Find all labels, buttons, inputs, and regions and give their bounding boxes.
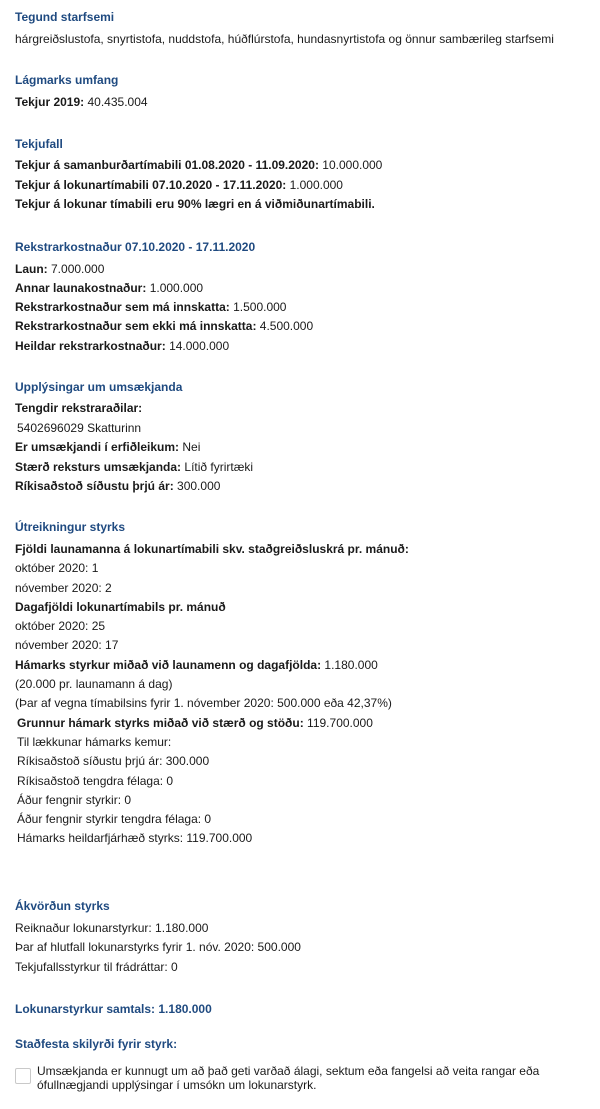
stadfesta-title: Staðfesta skilyrði fyrir styrk: bbox=[15, 1037, 178, 1051]
row-label: Dagafjöldi lokunartímabils pr. mánuð bbox=[15, 600, 226, 614]
fjoldi-label bbox=[15, 542, 409, 556]
lakkun-line: Ríkisaðstoð tengdra félaga: 0 bbox=[17, 774, 174, 788]
row-value: 40.435.004 bbox=[84, 95, 148, 109]
grunnur-row bbox=[17, 716, 373, 730]
rekstrar-title: Rekstrarkostnaður 07.10.2020 - 17.11.2020 bbox=[15, 240, 256, 254]
confirm-checkbox-label[interactable]: Umsækjanda er kunnugt um að það geti varðað álagi, sektum eða fangelsi að veita rangar eða ófullnægjandi upplýsingar í umsókn um lokunarstyrk. bbox=[37, 1064, 540, 1092]
fjoldi-row: október 2020: 1 bbox=[15, 561, 99, 575]
upplysingar-title: Upplýsingar um umsækjanda bbox=[15, 380, 183, 394]
tengdir-value: 5402696029 Skatturinn bbox=[17, 421, 142, 435]
hamarks-row bbox=[15, 658, 378, 672]
row-label: Rekstrarkostnaður sem ekki má innskatta: bbox=[15, 319, 257, 333]
dagafjoldi-label bbox=[15, 600, 226, 614]
lakkun-line: Áður fengnir styrkir: 0 bbox=[17, 793, 132, 807]
tekjufall-row bbox=[15, 197, 375, 211]
lakkun-line: Til lækkunar hámarks kemur: bbox=[17, 735, 172, 749]
samtals-title: Lokunarstyrkur samtals: 1.180.000 bbox=[15, 1002, 212, 1016]
row-label: Stærð reksturs umsækjanda: bbox=[15, 460, 182, 474]
dagafjoldi-row: október 2020: 25 bbox=[15, 619, 106, 633]
akvordun-title: Ákvörðun styrks bbox=[15, 899, 110, 913]
row-value: 10.000.000 bbox=[318, 158, 383, 172]
row-label: Tekjur á lokunar tímabili eru 90% lægri en á viðmiðunartímabili. bbox=[15, 197, 375, 211]
lagmarks-title: Lágmarks umfang bbox=[15, 73, 119, 87]
akvordun-line: Reiknaður lokunarstyrkur: 1.180.000 bbox=[15, 921, 209, 935]
confirm-checkbox[interactable] bbox=[15, 1068, 31, 1084]
upplysingar-row bbox=[15, 460, 253, 474]
row-value: 119.700.000 bbox=[303, 716, 373, 730]
row-label: Ríkisaðstoð síðustu þrjú ár: bbox=[15, 479, 174, 493]
tekjufall-row bbox=[15, 158, 382, 172]
row-value: 1.000.000 bbox=[146, 281, 204, 295]
row-value: 14.000.000 bbox=[165, 339, 230, 353]
tegund-title: Tegund starfsemi bbox=[15, 10, 115, 24]
tegund-value: hárgreiðslustofa, snyrtistofa, nuddstofa, húðflúrstofa, hundasnyrtistofa og önnur sambærileg starfsemi bbox=[15, 32, 554, 46]
lakkun-line: Ríkisaðstoð síðustu þrjú ár: 300.000 bbox=[17, 754, 210, 768]
row-label: Tekjur 2019: bbox=[15, 95, 85, 109]
row-label: Laun: bbox=[15, 262, 48, 276]
note-line: (Þar af vegna tímabilsins fyrir 1. nóvember 2020: 500.000 eða 42,37%) bbox=[15, 696, 392, 710]
row-value: Nei bbox=[179, 440, 201, 454]
rekstrar-row bbox=[15, 281, 203, 295]
row-label: Hámarks styrkur miðað við launamenn og dagafjölda: bbox=[15, 658, 322, 672]
row-label: Rekstrarkostnaður sem má innskatta: bbox=[15, 300, 230, 314]
akvordun-line: Þar af hlutfall lokunarstyrks fyrir 1. nóv. 2020: 500.000 bbox=[15, 940, 301, 954]
row-value: 7.000.000 bbox=[47, 262, 105, 276]
akvordun-line: Tekjufallsstyrkur til frádráttar: 0 bbox=[15, 960, 178, 974]
row-value: Lítið fyrirtæki bbox=[181, 460, 254, 474]
row-label: Grunnur hámark styrks miðað við stærð og stöðu: bbox=[17, 716, 304, 730]
fjoldi-row: nóvember 2020: 2 bbox=[15, 581, 112, 595]
rekstrar-row bbox=[15, 262, 104, 276]
row-label: Fjöldi launamanna á lokunartímabili skv. staðgreiðsluskrá pr. mánuð: bbox=[15, 542, 409, 556]
row-label: Annar launakostnaður: bbox=[15, 281, 147, 295]
row-value: 300.000 bbox=[173, 479, 221, 493]
row-value: 1.180.000 bbox=[321, 658, 378, 672]
rekstrar-row bbox=[15, 300, 286, 314]
lagmarks-row bbox=[15, 95, 148, 109]
lakkun-line: Hámarks heildarfjárhæð styrks: 119.700.000 bbox=[17, 831, 253, 845]
row-label: Tengdir rekstraraðilar: bbox=[15, 401, 143, 415]
utreikningur-title: Útreikningur styrks bbox=[15, 520, 126, 534]
rekstrar-row bbox=[15, 339, 229, 353]
dagafjoldi-row: nóvember 2020: 17 bbox=[15, 638, 119, 652]
tekjufall-title: Tekjufall bbox=[15, 137, 63, 151]
rekstrar-row bbox=[15, 319, 313, 333]
tekjufall-row bbox=[15, 178, 343, 192]
upplysingar-row bbox=[15, 479, 220, 493]
tengdir-label bbox=[15, 401, 142, 415]
note-line: (20.000 pr. launamann á dag) bbox=[15, 677, 173, 691]
row-value: 1.500.000 bbox=[229, 300, 287, 314]
lakkun-line: Áður fengnir styrkir tengdra félaga: 0 bbox=[17, 812, 212, 826]
upplysingar-row bbox=[15, 440, 200, 454]
row-label: Er umsækjandi í erfiðleikum: bbox=[15, 440, 180, 454]
row-label: Heildar rekstrarkostnaður: bbox=[15, 339, 166, 353]
row-value: 4.500.000 bbox=[256, 319, 314, 333]
row-label: Tekjur á lokunartímabili 07.10.2020 - 17.11.2020: bbox=[15, 178, 287, 192]
row-value: 1.000.000 bbox=[286, 178, 343, 192]
row-label: Tekjur á samanburðartímabili 01.08.2020 - 11.09.2020: bbox=[15, 158, 319, 172]
